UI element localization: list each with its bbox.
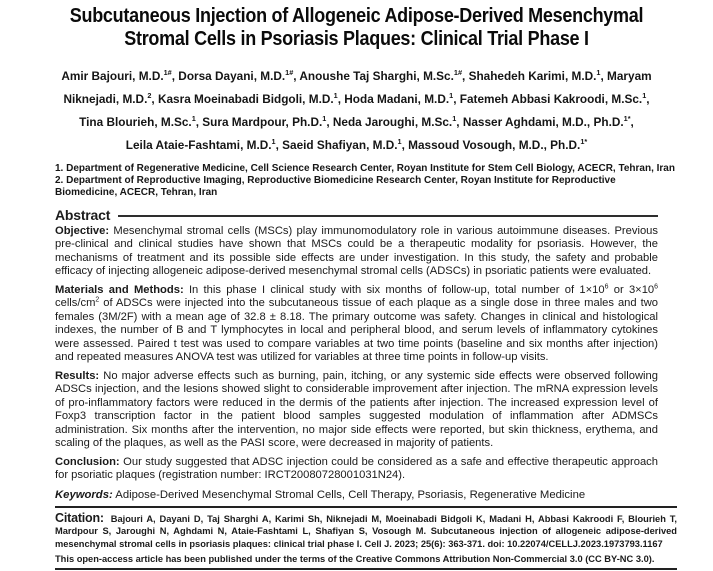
abstract-paragraph: Results: No major adverse effects such as burning, pain, itching, or any systemic side effects were observed following ADSCs injection, and the lesions showed slight to considerable improvement after injection. The mRNA expression levels of pro-inflammatory factors were reduced in the dermis of the patients after injection. The increased expression level of Foxp3 transcription factor in the patient blood samples suggested modulation of inflammation after ADMSCs administration. Six months after the intervention, no major side effects were reported, but skin thickness, erythema, and scaling of the plaques, as well as the PASI score, were decreased in majority of patients.	[55, 369, 658, 450]
author-line: Tina Blourieh, M.Sc.$^1$, Sura Mardpour, Ph.D.$^1$, Neda Jaroughi, M.Sc.$^1$, Nasser Aghdami, M.D., Ph.D.$^{1*}$,	[79, 114, 634, 129]
author-line: Leila Ataie-Fashtami, M.D.$^1$, Saeid Shafiyan, M.D.$^1$, Massoud Vosough, M.D., Ph.D.$^{1*}$	[125, 137, 588, 152]
title-line: Subcutaneous Injection of Allogeneic Adipose-Derived Mesenchymal	[69, 5, 644, 27]
affiliation-item: 1. Department of Regenerative Medicine, Cell Science Research Center, Royan Institute for Stem Cell Biology, ACECR, Tehran, Iran	[55, 163, 675, 174]
license-line: This open-access article has been published under the terms of the Creative Commons Attribution Non-Commercial 3.0 (CC BY-NC 3.0).	[55, 554, 655, 564]
abstract-heading-label: Abstract	[55, 207, 111, 224]
author-list	[12, 65, 701, 157]
citation-divider	[55, 506, 677, 508]
abstract-paragraph: Materials and Methods: In this phase I clinical study with six months of follow-up, total number of $1\times 10^6$ or $3\times 10^6$ cells/$cm^2$ of ADSCs were injected into the subcutaneous tissue of each plaque as a single dose in three males and two females (3M/2F) with a mean age of 32.8 ± 8.18. The primary outcome was safety. Changes in clinical and histological indexes, the number of B and T lymphocytes in local and peripheral blood, and serum levels of inflammatory cytokines were assessed. Paired t test was used to compare variables at two time points (baseline and six months after injection) and repeated measures ANOVA test was utilized for variables at three time points in follow-up visits.	[55, 282, 659, 364]
author-line: Niknejadi, M.D.$^2$, Kasra Moeinabadi Bidgoli, M.D.$^1$, Hoda Madani, M.D.$^1$, Fatemeh Abbasi Kakroodi, M.Sc.$^1$,	[63, 91, 650, 106]
abstract-heading-rule	[118, 215, 658, 217]
abstract-paragraph: Conclusion: Our study suggested that ADSC injection could be considered as a safe and effective therapeutic approach for psoriatic plaques (registration number: IRCT20080728001031N24).	[55, 455, 659, 482]
bottom-divider	[55, 568, 677, 570]
affiliation-list	[55, 163, 678, 200]
paragraph-label: Conclusion:	[55, 455, 120, 468]
abstract-section	[55, 207, 658, 483]
keywords-line	[55, 488, 658, 502]
paragraph-label: Objective:	[55, 224, 110, 237]
abstract-paragraph: Objective: Mesenchymal stromal cells (MSCs) play immunomodulatory role in various autoimmune diseases. Previous pre-clinical and clinical studies have shown that MSCs could be a therapeutic modality for psoriasis. However, the mechanisms of treatment and its possible side effects are under investigation. In this study, the safety and probable efficacy of injecting allogeneic adipose-derived mesenchymal stromal cells (ADSCs) in psoriatic patients were evaluated.	[55, 224, 658, 278]
paragraph-label: Results:	[55, 369, 100, 382]
abstract-heading	[55, 207, 658, 224]
title-line: Stromal Cells in Psoriasis Plaques: Clinical Trial Phase I	[124, 28, 589, 50]
keywords-text: Adipose-Derived Mesenchymal Stromal Cells, Cell Therapy, Psoriasis, Regenerative Medicine	[115, 488, 586, 501]
citation-block	[55, 512, 677, 551]
citation-label: Citation:	[55, 510, 104, 525]
affiliation-item: 2. Department of Reproductive Imaging, Reproductive Biomedicine Research Center, Royan Institute for Reproductive Biomedicine, ACECR, Tehran, Iran	[55, 175, 616, 199]
abstract-paragraphs	[55, 225, 658, 483]
citation-text: Bajouri A, Dayani D, Taj Sharghi A, Karimi Sh, Niknejadi M, Moeinabadi Bidgoli K, Madani H, Abbasi Kakroodi F, Blourieh T, Mardpour S, Jaroughi N, Aghdami N, Ataie-Fashtami L, Shafiyan S, Vosough M. Subcutaneous injection of allogeneic adipose-derived mesenchymal stromal cells in psoriasis plaques: clinical trial phase I. Cell J. 2023; 25(6): 363-371. doi: 10.22074/CELLJ.2023.1973793.1167	[55, 513, 677, 550]
author-line: Amir Bajouri, M.D.$^{1\#}$, Dorsa Dayani, M.D.$^{1\#}$, Anoushe Taj Sharghi, M.Sc.$^{1\#}$, Shahedeh Karimi, M.D.$^1$, Maryam	[61, 68, 652, 83]
paragraph-label: Materials and Methods:	[55, 283, 184, 296]
page-title	[46, 5, 666, 51]
keywords-label: Keywords:	[55, 488, 113, 501]
